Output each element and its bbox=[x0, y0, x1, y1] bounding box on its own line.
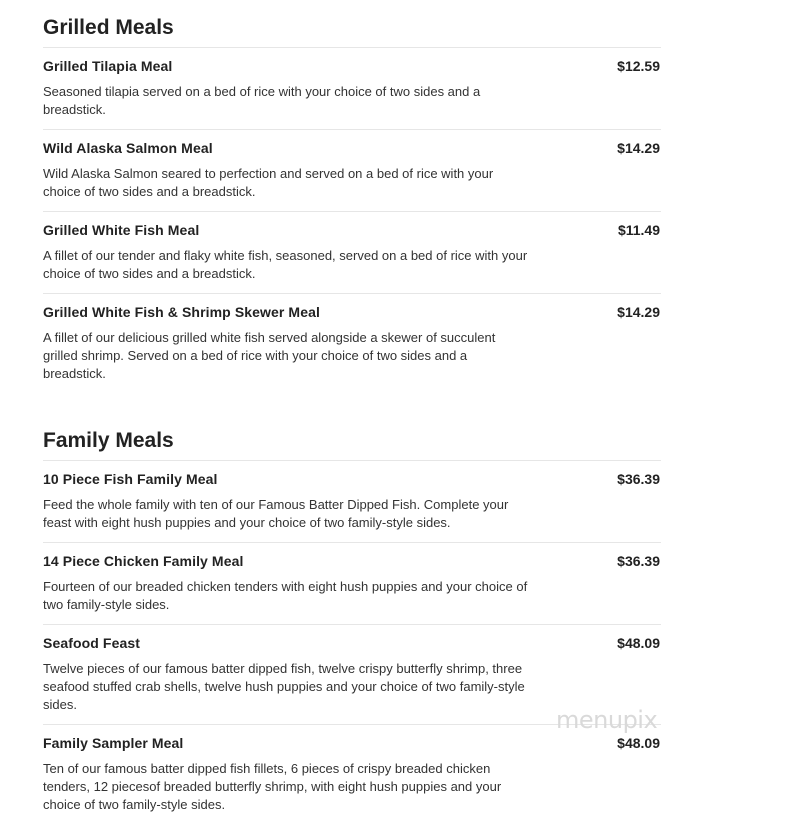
item-description: Fourteen of our breaded chicken tenders with eight hush puppies and your choice of two family-style sides. bbox=[43, 579, 528, 612]
item-name: Grilled White Fish & Shrimp Skewer Meal bbox=[43, 304, 320, 320]
item-name: Grilled Tilapia Meal bbox=[43, 58, 173, 74]
item-price: $12.59 bbox=[617, 58, 660, 74]
section-title-family-meals: Family Meals bbox=[43, 403, 661, 461]
item-name: Wild Alaska Salmon Meal bbox=[43, 140, 213, 156]
menu bbox=[43, 0, 661, 824]
menu-item-14-piece-chicken-family[interactable] bbox=[43, 543, 661, 625]
item-description: Ten of our famous batter dipped fish fillets, 6 pieces of crispy breaded chicken tenders, 12 piecesof breaded butterfly shrimp, with eight hush puppies and your choice of two family-style sides. bbox=[43, 761, 502, 812]
menu-item-wild-alaska-salmon[interactable] bbox=[43, 130, 661, 212]
menupix-watermark: menupix bbox=[556, 706, 658, 734]
item-price: $48.09 bbox=[617, 635, 660, 651]
item-name: Family Sampler Meal bbox=[43, 735, 184, 751]
item-name: 10 Piece Fish Family Meal bbox=[43, 471, 218, 487]
item-description: Seasoned tilapia served on a bed of rice with your choice of two sides and a breadstick. bbox=[43, 84, 481, 117]
item-description: Twelve pieces of our famous batter dipped fish, twelve crispy butterfly shrimp, three seafood stuffed crab shells, twelve hush puppies and your choice of two family-style sides. bbox=[43, 661, 525, 712]
family-meals-list bbox=[43, 461, 661, 824]
item-price: $36.39 bbox=[617, 553, 660, 569]
grilled-meals-list bbox=[43, 48, 661, 393]
item-description: A fillet of our tender and flaky white fish, seasoned, served on a bed of rice with your choice of two sides and a breadstick. bbox=[43, 248, 528, 281]
item-price: $36.39 bbox=[617, 471, 660, 487]
item-price: $48.09 bbox=[617, 735, 660, 751]
item-price: $11.49 bbox=[617, 222, 660, 238]
section-title-grilled-meals: Grilled Meals bbox=[43, 0, 661, 48]
item-name: 14 Piece Chicken Family Meal bbox=[43, 553, 244, 569]
item-name: Seafood Feast bbox=[43, 635, 140, 651]
menu-item-10-piece-fish-family[interactable] bbox=[43, 461, 661, 543]
menu-item-grilled-tilapia[interactable] bbox=[43, 48, 661, 130]
item-description: A fillet of our delicious grilled white fish served alongside a skewer of succulent grilled shrimp. Served on a bed of rice with your choice of two sides and a breadstick. bbox=[43, 330, 496, 381]
menu-item-family-sampler[interactable] bbox=[43, 725, 661, 824]
item-price: $14.29 bbox=[617, 304, 660, 320]
item-price: $14.29 bbox=[617, 140, 660, 156]
item-description: Wild Alaska Salmon seared to perfection and served on a bed of rice with your choice of two sides and a breadstick. bbox=[43, 166, 494, 199]
item-name: Grilled White Fish Meal bbox=[43, 222, 200, 238]
item-description: Feed the whole family with ten of our Famous Batter Dipped Fish. Complete your feast with eight hush puppies and your choice of two family-style sides. bbox=[43, 497, 509, 530]
menu-item-white-fish-shrimp-skewer[interactable] bbox=[43, 294, 661, 393]
menu-item-grilled-white-fish[interactable] bbox=[43, 212, 661, 294]
